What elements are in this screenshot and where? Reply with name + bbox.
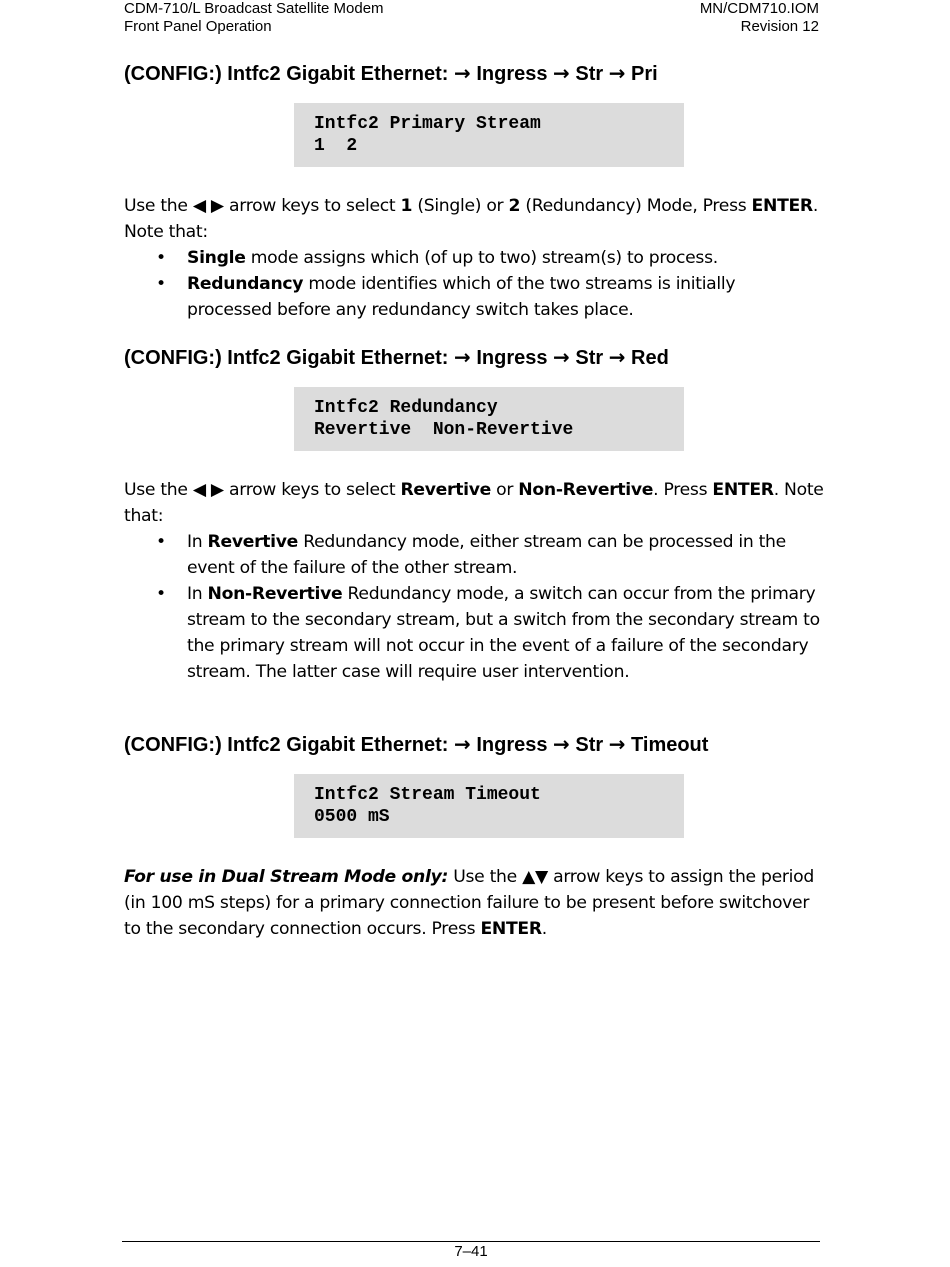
lcd-line-1: Intfc2 Redundancy	[314, 398, 498, 418]
bullet-icon: •	[156, 584, 166, 604]
header-doc-number: MN/CDM710.IOM	[699, 0, 819, 17]
lcd-display-primary-stream	[294, 103, 684, 167]
up-down-arrow-keys-icon: ▲▼	[522, 867, 548, 887]
lcd-line-2: 1 2	[314, 136, 358, 156]
lcd-line-1: Intfc2 Stream Timeout	[314, 785, 541, 805]
lcd-line-2: Revertive Non-Revertive	[314, 420, 574, 440]
lcd-line-2: 0500 mS	[314, 807, 390, 827]
arrow-right-icon: →	[553, 732, 570, 756]
arrow-right-icon: →	[454, 732, 471, 756]
arrow-right-icon: →	[553, 61, 570, 85]
section-heading-primary: (CONFIG:) Intfc2 Gigabit Ethernet: → Ingress → Str → Pri	[124, 61, 658, 85]
lcd-display-stream-timeout	[294, 774, 684, 838]
dual-stream-note: For use in Dual Stream Mode only:	[124, 867, 449, 887]
arrow-right-icon: →	[608, 61, 626, 85]
note-list-redundancy	[124, 529, 824, 685]
list-item: • In Revertive Redundancy mode, either stream can be processed in the event of the failure of the other stream.	[124, 529, 824, 581]
list-item: • In Non-Revertive Redundancy mode, a switch can occur from the primary stream to the secondary stream, but a switch from the secondary stream to the primary stream will not occur in the event of a failure of the secondary stream. The latter case will require user intervention.	[124, 581, 824, 685]
page-number: 7–41	[454, 1243, 488, 1260]
arrow-right-icon: →	[608, 345, 626, 369]
bullet-icon: •	[156, 248, 166, 268]
instruction-paragraph-timeout: For use in Dual Stream Mode only: Use the ▲▼ arrow keys to assign the period (in 100 mS steps) for a primary connection failure to be present before switchover to the secondary connection occurs. Press ENTER.	[124, 867, 814, 939]
header-chapter: Front Panel Operation	[124, 18, 272, 35]
header-left	[124, 0, 384, 36]
footer-divider	[122, 1241, 820, 1242]
left-right-arrow-keys-icon: ◀ ▶	[192, 196, 224, 216]
header-revision: Revision 12	[740, 18, 819, 35]
lcd-line-1: Intfc2 Primary Stream	[314, 114, 541, 134]
note-list-primary	[124, 245, 824, 323]
arrow-right-icon: →	[553, 345, 570, 369]
header-doc-title: CDM-710/L Broadcast Satellite Modem	[124, 0, 384, 17]
left-right-arrow-keys-icon: ◀ ▶	[192, 480, 224, 500]
list-item: • Redundancy mode identifies which of the two streams is initially processed before any redundancy switch takes place.	[124, 271, 824, 323]
arrow-right-icon: →	[608, 732, 626, 756]
lcd-display-redundancy	[294, 387, 684, 451]
arrow-right-icon: →	[454, 61, 471, 85]
bullet-icon: •	[156, 532, 166, 552]
bullet-icon: •	[156, 274, 166, 294]
header-right	[700, 0, 819, 36]
list-item: • Single mode assigns which (of up to two) stream(s) to process.	[124, 245, 824, 271]
arrow-right-icon: →	[454, 345, 471, 369]
section-heading-timeout: (CONFIG:) Intfc2 Gigabit Ethernet: → Ingress → Str → Timeout	[124, 732, 709, 756]
instruction-paragraph-primary: Use the ◀ ▶ arrow keys to select 1 (Single) or 2 (Redundancy) Mode, Press ENTER. Note that:	[124, 196, 819, 242]
section-heading-redundancy: (CONFIG:) Intfc2 Gigabit Ethernet: → Ingress → Str → Red	[124, 345, 669, 369]
instruction-paragraph-redundancy: Use the ◀ ▶ arrow keys to select Revertive or Non-Revertive. Press ENTER. Note that:	[124, 480, 824, 526]
